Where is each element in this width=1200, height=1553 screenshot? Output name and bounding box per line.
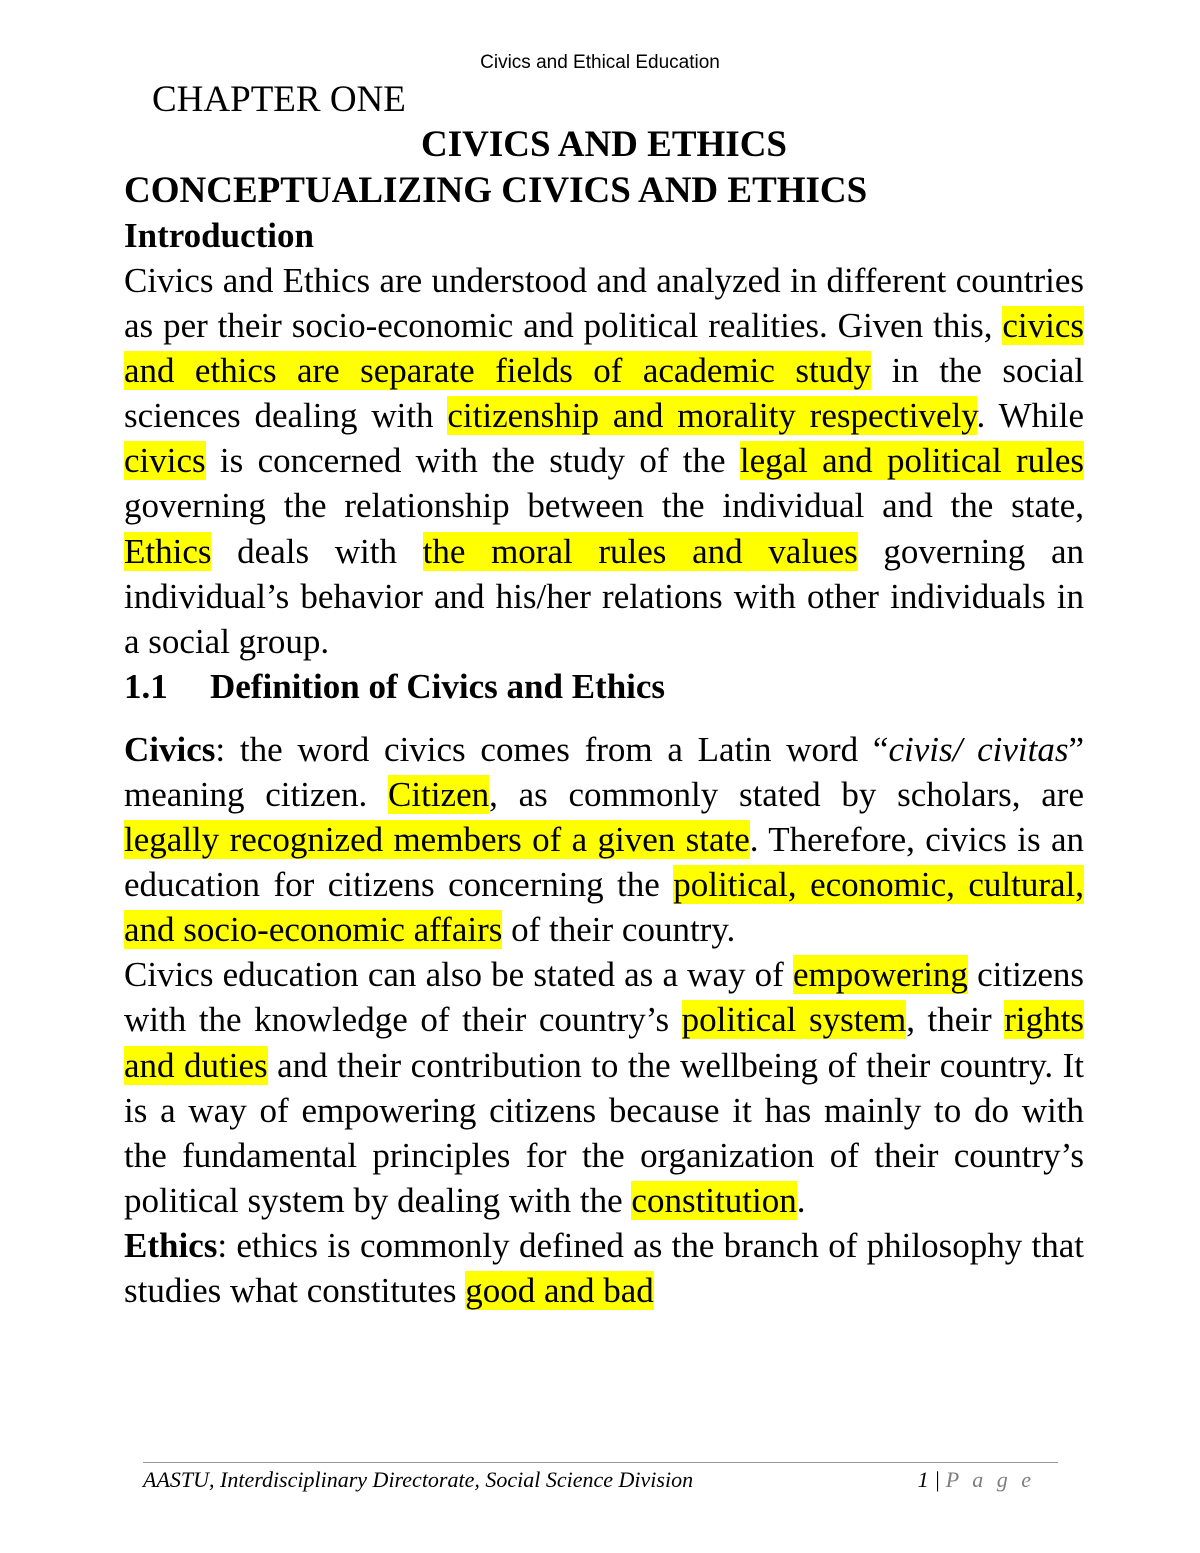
section-title: Definition of Civics and Ethics [210, 666, 666, 706]
chapter-subtitle: CONCEPTUALIZING CIVICS AND ETHICS [124, 170, 868, 211]
highlight: civics and ethics are separate fields of academic study [124, 306, 1084, 391]
civics-definition-paragraph: Civics: the word civics comes from a Latin word “civis/ civitas” meaning citizen. Citizen, as commonly stated by scholars, are legally recognized members of a given state. Therefore, civics is an education for citizens concerning the political, economic, cultural, and socio-economic affairs of their country. [124, 729, 1084, 950]
latin-term: civis/ civitas [888, 729, 1069, 769]
introduction-heading: Introduction [124, 216, 314, 255]
footer-divider [143, 1462, 1058, 1463]
running-header: Civics and Ethical Education [480, 52, 720, 73]
page-number: 1 [917, 1467, 929, 1492]
highlight: political, economic, cultural, and socio-economic affairs [124, 865, 1084, 950]
highlight: legally recognized members of a given state [124, 820, 750, 860]
highlight: Ethics [124, 531, 212, 571]
ethics-term: Ethics [124, 1225, 218, 1265]
footer-institution: AASTU, Interdisciplinary Directorate, Social Science Division [143, 1467, 694, 1492]
page-number-block: 1 | P a g e [917, 1467, 1035, 1492]
introduction-paragraph: Civics and Ethics are understood and analyzed in different countries as per their socio-economic and political realities. Given this, civics and ethics are separate fields of academic study in the social sciences dealing with citizenship and morality respectively. While civics is concerned with the study of the legal and political rules governing the relationship between the individual and the state, Ethics deals with the moral rules and values governing an individual’s behavior and his/her relations with other individuals in a social group. [124, 261, 1084, 661]
chapter-label: CHAPTER ONE [152, 79, 406, 120]
section-number: 1.1 [124, 666, 168, 706]
highlight: citizenship and morality respectively [447, 396, 977, 436]
ethics-definition-paragraph: Ethics: ethics is commonly defined as the branch of philosophy that studies what constitutes good and bad [124, 1225, 1084, 1310]
civics-education-paragraph: Civics education can also be stated as a way of empowering citizens with the knowledge of their country’s political system, their rights and duties and their contribution to the wellbeing of their country. It is a way of empowering citizens because it has mainly to do with the fundamental principles for the organization of their country’s political system by dealing with the constitution. [124, 955, 1085, 1220]
chapter-title: CIVICS AND ETHICS [421, 124, 787, 165]
highlight: legal and political rules [739, 441, 1084, 481]
highlight: constitution [631, 1180, 797, 1220]
highlight: civics [124, 441, 206, 481]
highlight: good and bad [465, 1270, 654, 1310]
highlight: political system [681, 1000, 907, 1040]
civics-term: Civics [124, 729, 216, 769]
highlight: Citizen [388, 774, 490, 814]
highlight: rights and duties [124, 1000, 1084, 1085]
page-content [124, 78, 1084, 1313]
section-heading [124, 664, 1084, 709]
highlight: the moral rules and values [422, 531, 858, 571]
page-word: P a g e [945, 1467, 1035, 1492]
highlight: empowering [792, 955, 968, 995]
